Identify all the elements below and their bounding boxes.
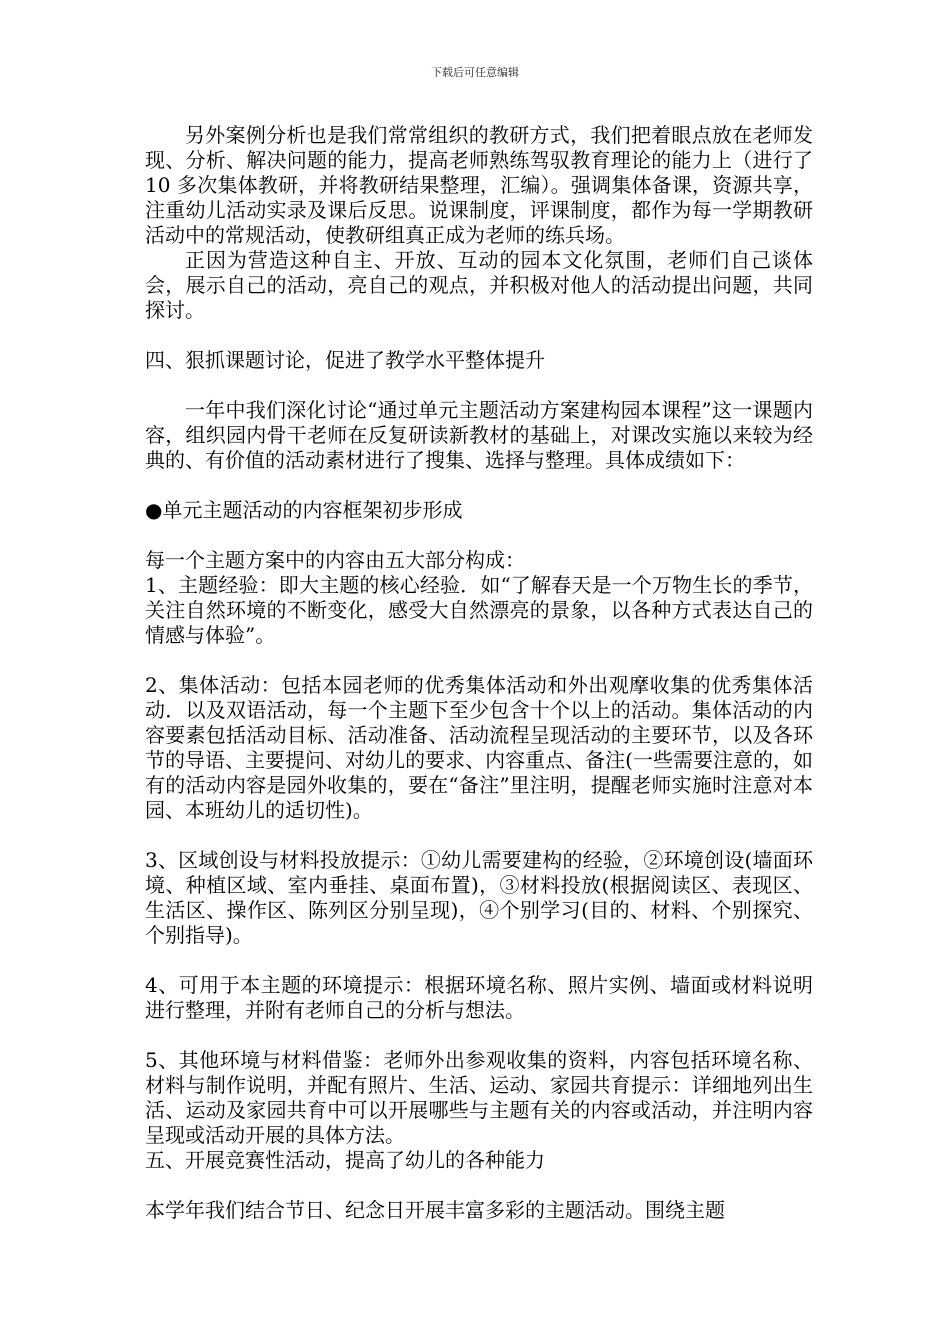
paragraph-competition: 本学年我们结合节日、纪念日开展丰富多彩的主题活动。围绕主题 [145, 1198, 725, 1222]
spacer [145, 323, 813, 348]
spacer [145, 373, 813, 398]
list-item-1: 1、主题经验：即大主题的核心经验．如“了解春天是一个万物生长的季节，关注自然环境的不断变化，感受大自然漂亮的景象，以各种方式表达自己的情感与体验”。 [145, 573, 813, 647]
bullet-heading: ●单元主题活动的内容框架初步形成 [145, 498, 463, 522]
list-item-4: 4、可用于本主题的环境提示：根据环境名称、照片实例、墙面或材料说明进行整理，并附有老师自己的分析与想法。 [145, 973, 813, 1022]
spacer [145, 523, 813, 548]
page-header-note: 下载后可任意编辑 [431, 66, 519, 79]
spacer [145, 473, 813, 498]
list-item-5: 5、其他环境与材料借鉴：老师外出参观收集的资料，内容包括环境名称、材料与制作说明，并配有照片、生活、运动、家园共育提示：详细地列出生活、运动及家园共育中可以开展哪些与主题有关的内容或活动，并注明内容呈现或活动开展的具体方法。 [145, 1048, 813, 1147]
spacer [145, 1173, 813, 1198]
spacer [145, 648, 813, 673]
spacer [145, 823, 813, 848]
list-item-3: 3、区域创设与材料投放提示：①幼儿需要建构的经验，②环境创设(墙面环境、种植区域、室内垂挂、桌面布置)，③材料投放(根据阅读区、表现区、生活区、操作区、陈列区分别呈现)，④个别学习(目的、材料、个别探究、个别指导)。 [145, 848, 813, 947]
paragraph-case-analysis: 另外案例分析也是我们常常组织的教研方式，我们把着眼点放在老师发现、分析、解决问题的能力，提高老师熟练驾驭教育理论的能力上（进行了 10 多次集体教研，并将教研结果整理，汇编）。强调集体备课，资源共享，注重幼儿活动实录及课后反思。说课制度，评课制度，都作为每一学期教研活动中的常规活动，使教研组真正成为老师的练兵场。 [145, 123, 813, 247]
section-heading-5: 五、开展竞赛性活动，提高了幼儿的各种能力 [145, 1148, 545, 1172]
spacer [145, 948, 813, 973]
paragraph-culture: 正因为营造这种自主、开放、互动的园本文化氛围，老师们自己谈体会，展示自己的活动，亮自己的观点，并积极对他人的活动提出问题，共同探讨。 [145, 248, 813, 322]
paragraph-research: 一年中我们深化讨论“通过单元主题活动方案建构园本课程”这一课题内容，组织园内骨干老师在反复研读新教材的基础上，对课改实施以来较为经典的、有价值的活动素材进行了搜集、选择与整理。具体成绩如下： [145, 398, 813, 472]
section-heading-4: 四、狠抓课题讨论，促进了教学水平整体提升 [145, 348, 545, 372]
document-body [145, 123, 813, 1223]
list-intro: 每一个主题方案中的内容由五大部分构成： [145, 548, 525, 572]
spacer [145, 1023, 813, 1048]
list-item-2: 2、集体活动：包括本园老师的优秀集体活动和外出观摩收集的优秀集体活动．以及双语活动，每一个主题下至少包含十个以上的活动。集体活动的内容要素包括活动目标、活动准备、活动流程呈现活动的主要环节，以及各环节的导语、主要提问、对幼儿的要求、内容重点、备注(一些需要注意的，如有的活动内容是园外收集的，要在“备注”里注明，提醒老师实施时注意对本园、本班幼儿的适切性)。 [145, 673, 813, 822]
